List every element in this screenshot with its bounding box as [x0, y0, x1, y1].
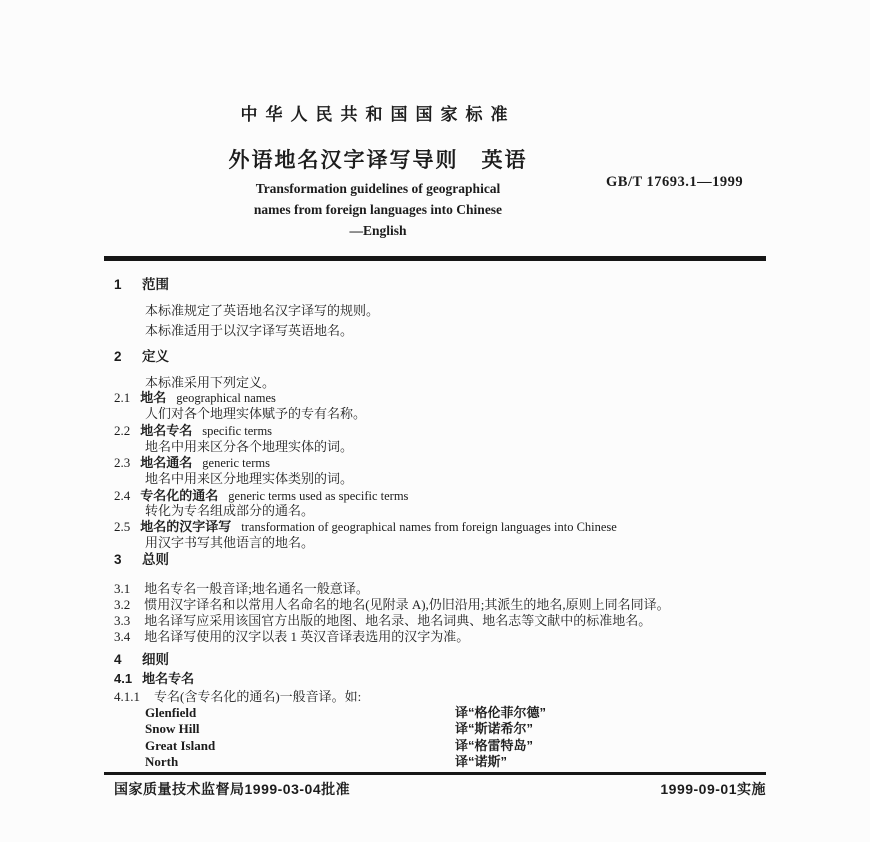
item-number: 3.1: [114, 581, 131, 596]
definition-item: [114, 488, 408, 504]
example-translation: 译“格伦菲尔德”: [455, 705, 547, 720]
definition-term-english: generic terms: [202, 456, 270, 470]
example-translation: 译“诺斯”: [455, 754, 508, 769]
definition-term: 专名化的通名: [140, 488, 219, 503]
standard-title-en-line3: —English: [349, 223, 407, 238]
item-number: 3.4: [114, 629, 131, 644]
definition-number: 2.2: [114, 423, 131, 438]
standard-title-en-line1: Transformation guidelines of geographical: [255, 181, 501, 196]
section-scope-heading: [114, 277, 169, 292]
item-text: 地名译写应采用该国官方出版的地图、地名录、地名词典、地名志等文献中的标准地名。: [144, 613, 652, 628]
example-name: North: [145, 754, 179, 769]
definition-term-english: transformation of geographical names from foreign languages into Chinese: [241, 520, 617, 534]
rules-subsubsection: [114, 689, 361, 704]
definition-item: [114, 519, 617, 535]
definition-term-english: specific terms: [202, 424, 273, 438]
section-number: 4: [114, 652, 122, 667]
section-rules-heading: [114, 652, 169, 667]
definition-number: 2.4: [114, 488, 131, 503]
section-definitions-heading: [114, 349, 169, 364]
section-title: 细则: [142, 652, 169, 667]
definition-body: 用汉字书写其他语言的地名。: [145, 535, 315, 550]
definition-item: [114, 423, 272, 439]
definition-term: 地名的汉字译写: [140, 519, 232, 534]
general-item: [114, 581, 369, 596]
implementation-note: 1999-09-01实施: [660, 781, 766, 797]
footer-divider-rule: [104, 772, 766, 775]
section-number: 2: [114, 349, 122, 364]
definition-number: 2.5: [114, 519, 131, 534]
item-text: 地名专名一般音译;地名通名一般意译。: [144, 581, 369, 596]
rules-subsection-heading: [114, 671, 194, 686]
definition-term-english: geographical names: [176, 391, 276, 405]
scope-paragraph: 本标准适用于以汉字译写英语地名。: [145, 323, 354, 338]
definition-term: 地名通名: [140, 455, 193, 470]
section-title: 总则: [142, 552, 169, 567]
definition-body: 转化为专名组成部分的通名。: [145, 503, 315, 518]
section-general-heading: [114, 552, 169, 567]
section-title: 范围: [142, 277, 169, 292]
definition-body: 地名中用来区分各个地理实体的词。: [145, 439, 354, 454]
scope-paragraph: 本标准规定了英语地名汉字译写的规则。: [145, 303, 380, 318]
definition-body: 地名中用来区分地理实体类别的词。: [145, 471, 354, 486]
definition-term: 地名专名: [140, 423, 193, 438]
item-text: 地名译写使用的汉字以表 1 英汉音译表选用的汉字为准。: [144, 629, 470, 644]
document-body: [104, 0, 766, 842]
section-number: 3: [114, 552, 122, 567]
general-item: [114, 613, 651, 628]
example-name: Great Island: [145, 738, 216, 753]
subsubsection-number: 4.1.1: [114, 689, 140, 704]
item-number: 3.2: [114, 597, 131, 612]
general-item: [114, 597, 670, 612]
section-number: 1: [114, 277, 122, 292]
subsection-title: 地名专名: [142, 671, 195, 686]
example-translation: 译“格雷特岛”: [455, 738, 534, 753]
definition-item: [114, 455, 270, 471]
definition-term: 地名: [140, 390, 167, 405]
general-item: [114, 629, 469, 644]
standard-title-en-line2: names from foreign languages into Chinese: [253, 202, 503, 217]
example-name: Glenfield: [145, 705, 197, 720]
definition-number: 2.1: [114, 390, 131, 405]
definition-term-english: generic terms used as specific terms: [228, 489, 409, 503]
definition-body: 人们对各个地理实体赋予的专有名称。: [145, 406, 367, 421]
national-standard-label: 中华人民共和国国家标准: [240, 105, 516, 124]
example-translation: 译“斯诺希尔”: [455, 721, 534, 736]
subsubsection-text: 专名(含专名化的通名)一般音译。如:: [154, 689, 362, 704]
definition-item: [114, 390, 276, 406]
definition-number: 2.3: [114, 455, 131, 470]
example-name: Snow Hill: [145, 721, 200, 736]
approval-note: 国家质量技术监督局1999-03-04批准: [114, 781, 351, 797]
definitions-intro: 本标准采用下列定义。: [145, 375, 276, 390]
item-number: 3.3: [114, 613, 131, 628]
standard-title-cn: 外语地名汉字译写导则 英语: [228, 149, 528, 172]
subsection-number: 4.1: [114, 671, 133, 686]
standard-number: GB/T 17693.1—1999: [606, 174, 744, 190]
section-title: 定义: [142, 349, 169, 364]
item-text: 惯用汉字译名和以常用人名命名的地名(见附录 A),仍旧沿用;其派生的地名,原则上同名同译。: [144, 597, 670, 612]
